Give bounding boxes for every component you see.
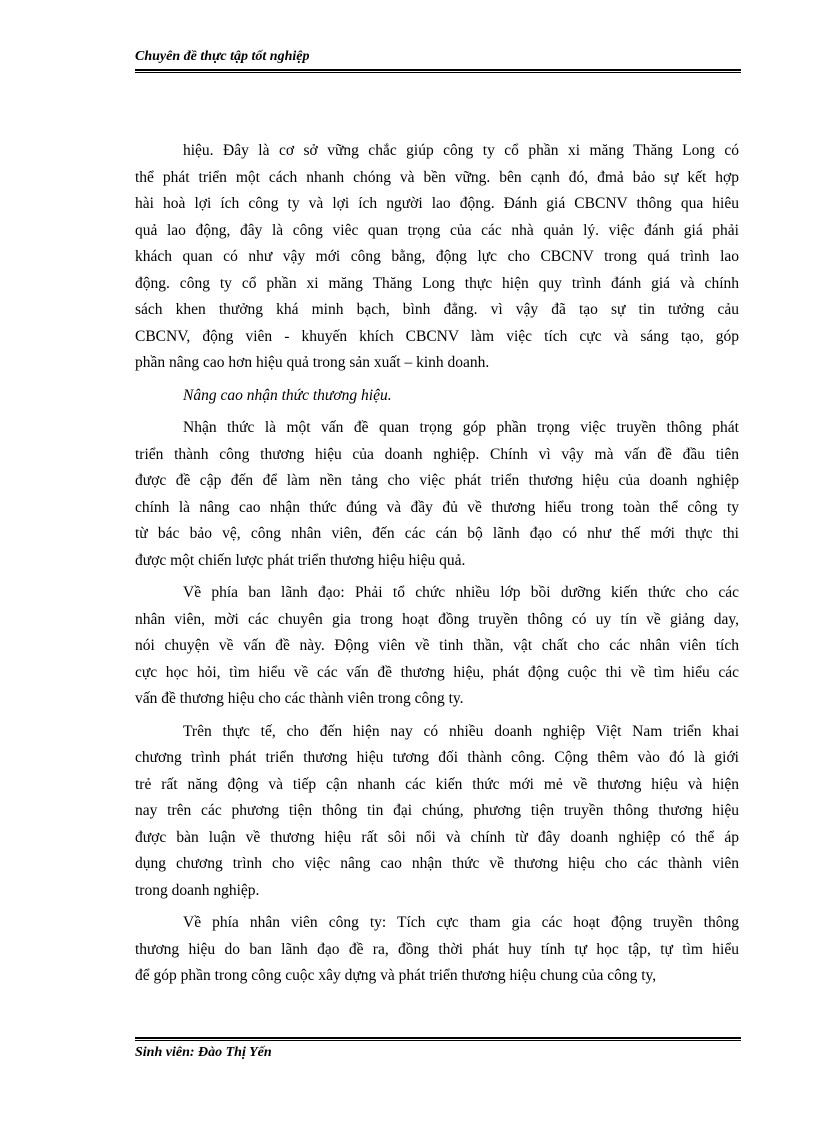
body-paragraph [135, 415, 739, 574]
text-line: hiệu. Đây là cơ sở vững chắc giúp công ty cổ phần xi măng Thăng Long có [183, 142, 739, 159]
text-line: khách quan có như vậy mới công bằng, động lực cho CBCNV trong quá trình lao [135, 248, 739, 265]
text-line: Trên thực tế, cho đến hiện nay có nhiều doanh nghiệp Việt Nam triển khai [183, 722, 739, 740]
body-paragraph [135, 138, 739, 377]
text-line: để góp phần trong công cuộc xây dựng và phát triển thương hiệu chung của công ty, [135, 967, 657, 984]
header-rule [135, 69, 741, 73]
text-line: hài hoà lợi ích công ty và lợi ích người lao động. Đánh giá CBCNV thông qua hiêu [135, 195, 739, 212]
text-line: chương trình phát triển thương hiệu tương đối thành công. Cộng thêm vào đó là giới [135, 749, 739, 766]
text-line: triển thành công thương hiệu của doanh nghiệp. Chính vì vậy mà vấn đề đầu tiên [135, 445, 739, 463]
text-line: được một chiến lược phát triển thương hiệu hiệu quả. [135, 551, 466, 569]
footer-student-name: Sinh viên: Đào Thị Yến [135, 1045, 272, 1060]
page-footer [135, 1037, 741, 1067]
text-line: CBCNV, động viên - khuyến khích CBCNV làm việc tích cực và sáng tạo, góp [135, 327, 739, 345]
text-line: vấn đề thương hiệu cho các thành viên trong công ty. [135, 690, 464, 707]
text-line: cực học hỏi, tìm hiểu về các vấn đề thương hiệu, phát động cuộc thi về tìm hiểu các [135, 663, 739, 681]
text-line: Về phía ban lãnh đạo: Phải tổ chức nhiều lớp bồi dưỡng kiến thức cho các [183, 584, 739, 601]
text-line: Về phía nhân viên công ty: Tích cực tham gia các hoạt động truyền thông [183, 914, 739, 931]
text-line: phần nâng cao hơn hiệu quả trong sản xuất – kinh doanh. [135, 354, 490, 371]
text-line: nói chuyện về vấn đề này. Động viên về tinh thần, vật chất cho các nhân viên tích [135, 637, 739, 654]
section-heading [135, 383, 739, 410]
text-line: quả lao động, đây là công viêc quan trọng của các nhà quản lý. việc đánh giá phải [135, 221, 739, 239]
text-line: trong doanh nghiệp. [135, 881, 260, 899]
text-line: dụng chương trình cho việc nâng cao nhận thức về thương hiệu cho các thành viên [135, 855, 739, 872]
body-paragraph [135, 910, 739, 990]
text-line: trẻ rất năng động và tiếp cận nhanh các kiến thức mới mẻ về thương hiệu và hiện [135, 775, 739, 793]
text-line: nhân viên, mời các chuyên gia trong hoạt đồng truyền thông có uy tín về giảng day, [135, 610, 739, 628]
body-paragraph [135, 719, 739, 905]
text-line: nay trên các phương tiện thông tin đại chúng, phương tiện truyền thông thương hiệu [135, 802, 739, 819]
page-body [135, 138, 739, 996]
text-line: sách khen thưởng khá minh bạch, bình đẳng. vì vậy đã tạo sự tin tưởng cảu [135, 301, 739, 318]
header-title: Chuyên đề thực tập tốt nghiệp [135, 49, 310, 64]
text-line: từ bác bảo vệ, công nhân viên, đến các cán bộ lãnh đạo có như thế mới thực thi [135, 525, 739, 542]
text-line: Nhận thức là một vấn đề quan trọng góp phần trọng việc truyền thông phát [183, 419, 739, 436]
text-line: thể phát triển một cách nhanh chóng và bền vững. bên cạnh đó, đmả bảo sự kết hợp [135, 168, 739, 186]
text-line: được đề cập đến để làm nền tảng cho việc phát triển thương hiệu của doanh nghiệp [135, 472, 739, 489]
text-line: Nâng cao nhận thức thương hiệu. [183, 386, 392, 404]
body-paragraph [135, 580, 739, 713]
text-line: động. công ty cổ phần xi măng Thăng Long thực hiện quy trình đánh giá và chính [135, 274, 739, 292]
page-header [135, 49, 741, 71]
footer-rule [135, 1037, 741, 1041]
text-line: được bàn luận về thương hiệu rất sôi nổi và chính từ đây doanh nghiệp có thể áp [135, 828, 739, 846]
text-line: thương hiệu do ban lãnh đạo đề ra, đồng thời phát huy tính tự học tập, tự tìm hiểu [135, 940, 739, 958]
text-line: chính là nâng cao nhận thức đúng và đầy đủ về thương hiểu trong toàn thể công ty [135, 498, 739, 516]
